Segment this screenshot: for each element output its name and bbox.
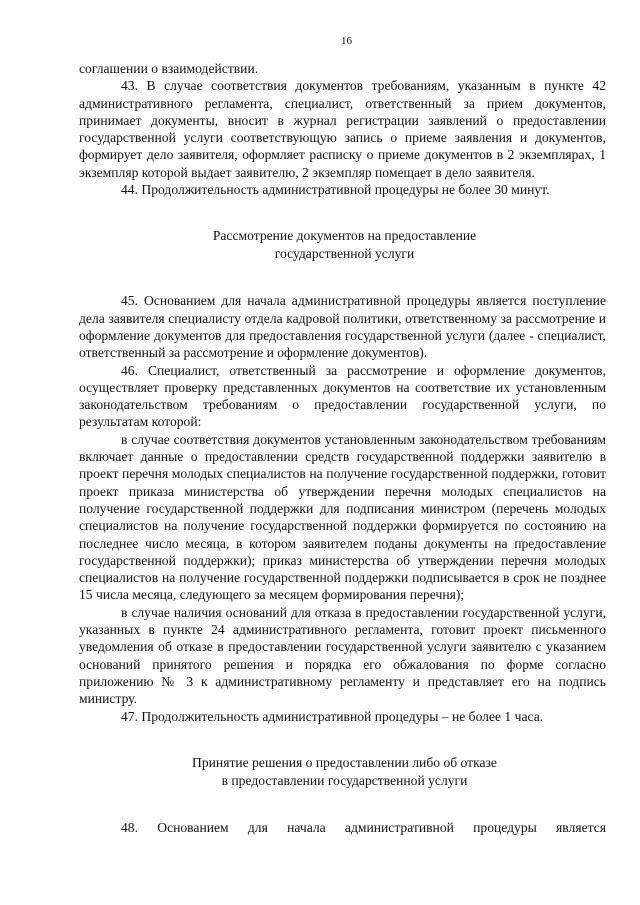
section-heading-review-line-1: Рассмотрение документов на предоставление: [212, 228, 477, 244]
section-heading-decision-line-2: в предоставлении государственной услуги: [221, 772, 468, 788]
paragraph-continuation: соглашении о взаимодействии.: [79, 61, 259, 76]
paragraph-48: 48. Основанием для начала административной процедуры является: [121, 819, 606, 835]
paragraph-46: 46. Специалист, ответственный за рассмотрение и оформление документов, осуществляет проверку представленных документов на соответствие их установленным законодательством требованиям о предоставлении государственной услуги, по результатам которой:: [79, 362, 606, 430]
paragraph-47: 47. Продолжительность административной процедуры – не более 1 часа.: [121, 708, 544, 724]
page-number: 16: [341, 35, 352, 47]
paragraph-46-case-compliance: в случае соответствия документов установленным законодательством требованиям включает данные о предоставлении средств государственной поддержки заявителю в проект перечня молодых специалистов на получение государственной поддержки, готовит проект приказа министерства об утверждении перечня молодых специалистов на получение государственной поддержки для подписания министром (перечень молодых специалистов на получение государственной поддержки формируется по состоянию на последнее число месяца, в котором заявителем поданы документы на предоставление государственной поддержки); приказ министерства об утверждении перечня молодых специалистов на получение государственной поддержки подписывается в срок не позднее 15 числа месяца, следующего за месяцем формирования перечня);: [79, 431, 606, 603]
paragraph-44: 44. Продолжительность административной процедуры не более 30 минут.: [121, 182, 550, 198]
paragraph-45: 45. Основанием для начала административной процедуры является поступление дела заявителя специалисту отдела кадровой политики, ответственному за рассмотрение и оформление документов для предоставления государственной услуги (далее - специалист, ответственный за рассмотрение и оформление документов).: [79, 293, 606, 361]
section-heading-review-line-2: государственной услуги: [274, 246, 415, 262]
section-heading-decision-line-1: Принятие решения о предоставлении либо об отказе: [192, 754, 497, 770]
paragraph-43: 43. В случае соответствия документов требованиям, указанным в пункте 42 административного регламента, специалист, ответственный за прием документов, принимает документы, вносит в журнал регистрации заявлений о предоставлении государственной услуги соответствующую запись о приеме заявления и документов, формирует дело заявителя, оформляет расписку о приеме документов в 2 экземплярах, 1 экземпляр которой выдает заявителю, 2 экземпляр помещает в дело заявителя.: [79, 78, 606, 180]
section-heading-decision: [79, 754, 606, 790]
paragraph-46-case-refusal: в случае наличия оснований для отказа в предоставлении государственной услуги, указанных в пункте 24 административного регламента, готовит проект письменного уведомления об отказе в предоставлении государственной услуги заявителю с указанием оснований принятого решения и порядка его обжалования по форме согласно приложению № 3 к административному регламенту и представляет его на подпись министру.: [79, 604, 606, 707]
section-heading-review: [79, 227, 606, 263]
